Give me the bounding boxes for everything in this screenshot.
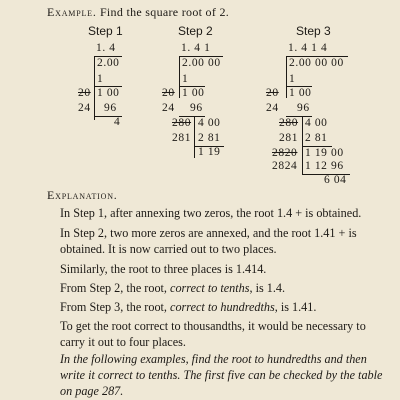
step-3-row: 1 19 00 [305,147,344,159]
step-1-radicand: 2.00 [97,57,120,69]
explanation-paragraph: From Step 3, the root, correct to hundredths, is 1.41. [60,300,317,314]
explanation-paragraph: To get the root correct to thousandths, it would be necessary to carry it out to four places. [60,319,366,349]
explanation-paragraph: In Step 2, two more zeros are annexed, and the root 1.41 + is obtained. It is now carried out to two places. [60,226,357,256]
step-2-divisor: 281 [172,132,192,144]
step-2-root: 1. 4 1 [181,42,211,54]
step-1-divisor: 20 [78,87,91,99]
step-1-radical-stem [94,56,95,120]
step-2-row: 1 00 [182,87,205,99]
step-2-row: 96 [190,102,203,114]
step-2-remainder: 1 19 [198,146,221,158]
step-3-row: 1 12 96 [305,160,344,172]
step-2-divisor: 20 [162,87,175,99]
step-2-row: 1 [182,73,189,85]
example-label: Example. [47,5,97,19]
emphasis-text: correct to hundredths [170,300,275,314]
step-3-remainder: 6 04 [324,174,347,186]
step-3-row: 1 00 [289,87,312,99]
step-3-radicand: 2.00 00 00 [289,57,344,69]
explanation-paragraph: From Step 2, the root, correct to tenths, is 1.4. [60,281,286,295]
step-3-row: 96 [297,102,310,114]
emphasis-text: correct to tenths [170,281,250,295]
step-3-divisor: 280 [279,117,299,129]
step-1-root: 1. 4 [96,42,116,54]
step-1-row: 1 [97,73,104,85]
step-2-row: 2 81 [198,132,221,144]
step-2-radicand: 2.00 00 [182,57,221,69]
step-3-row: 1 [289,73,296,85]
step-2-radical-stem-2 [194,116,195,158]
step-1-divisor: 24 [78,102,91,114]
step-2-radical-stem [179,56,180,98]
instructions: In the following examples, find the root to hundredths and then write it correct to tenths. The first five can be checked by the table on page 287. [60,352,383,398]
step-3-row: 2 81 [305,132,328,144]
step-3-divisor: 20 [266,87,279,99]
step-3-radical-stem-3 [302,146,303,174]
step-3-radical-stem [286,56,287,98]
explanation-paragraph: Similarly, the root to three places is 1.414. [60,262,267,276]
step-3-root: 1. 4 1 4 [288,42,328,54]
step-3-title: Step 3 [296,24,331,38]
step-3-divisor: 24 [266,102,279,114]
example-text: Find the square root of 2. [99,5,230,19]
step-2-divisor: 24 [162,102,175,114]
step-3-row: 4 00 [305,117,328,129]
step-2-divisor: 280 [172,117,192,129]
explanation-heading: Explanation. [47,188,118,202]
step-3-divisor: 281 [279,132,299,144]
example-heading [47,5,229,20]
step-1-row: 1 00 [97,87,120,99]
step-3-divisor: 2824 [272,160,298,172]
explanation-paragraph: In Step 1, after annexing two zeros, the root 1.4 + is obtained. [60,206,362,220]
step-1-title: Step 1 [88,24,123,38]
step-2-title: Step 2 [178,24,213,38]
step-3-divisor: 2820 [272,147,298,159]
step-2-row: 4 00 [198,117,221,129]
step-1-remainder: 4 [114,116,121,128]
step-1-row: 96 [104,102,117,114]
